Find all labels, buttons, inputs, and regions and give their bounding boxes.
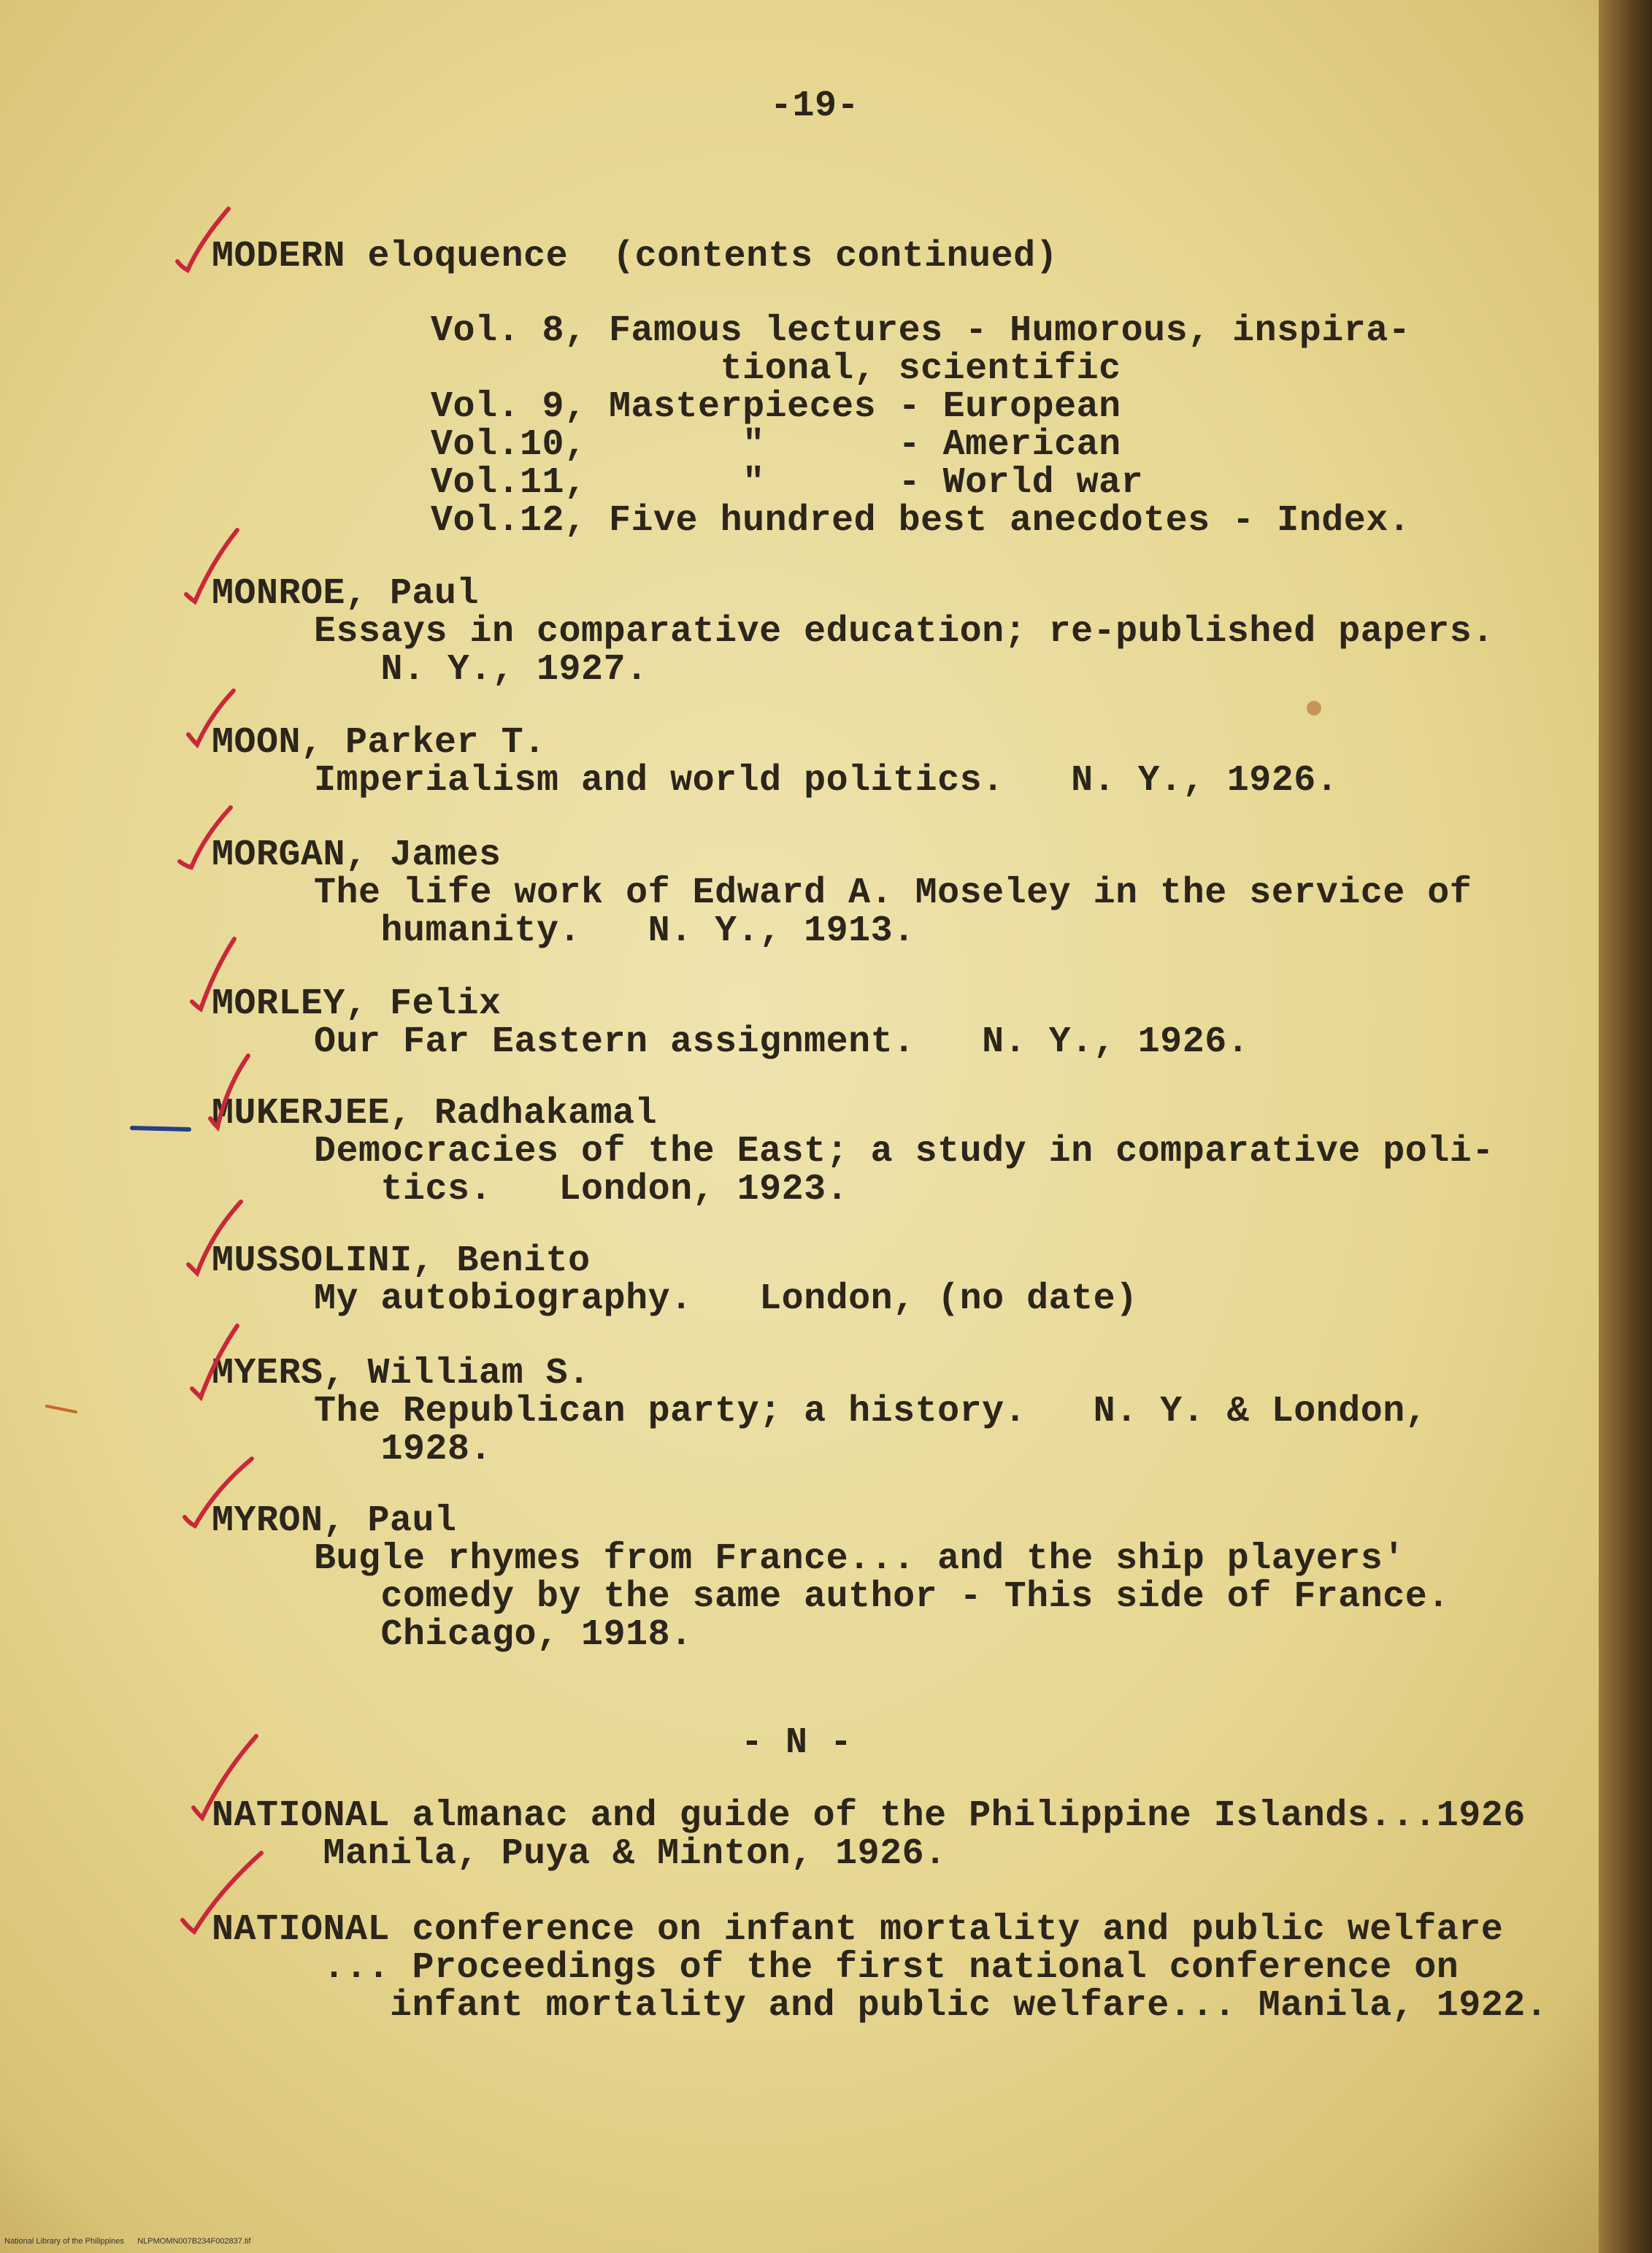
red-check-mark bbox=[172, 204, 237, 277]
blue-dash-mark bbox=[128, 1121, 193, 1135]
vol-line: tional, scientific bbox=[431, 348, 1121, 390]
red-check-mark bbox=[174, 803, 239, 876]
entry-line: Our Far Eastern assignment. N. Y., 1926. bbox=[314, 1021, 1250, 1063]
entry-line: humanity. N. Y., 1913. bbox=[314, 910, 915, 952]
entry-heading: MYRON, Paul bbox=[212, 1500, 457, 1542]
vol-line: Vol.11, " - World war bbox=[431, 462, 1144, 504]
red-check-mark bbox=[204, 1051, 256, 1132]
red-check-mark bbox=[186, 1321, 245, 1402]
orange-dash-mark bbox=[44, 1402, 80, 1416]
entry-heading: MORGAN, James bbox=[212, 834, 502, 876]
entry-line: Manila, Puya & Minton, 1926. bbox=[212, 1833, 947, 1875]
entry-line: NATIONAL almanac and guide of the Philippine Islands...1926 bbox=[212, 1795, 1526, 1837]
entry-line: My autobiography. London, (no date) bbox=[314, 1278, 1138, 1320]
paper-stain bbox=[1299, 694, 1329, 723]
red-check-mark bbox=[183, 1197, 248, 1278]
entry-line: infant mortality and public welfare... Manila, 1922. bbox=[212, 1985, 1548, 2027]
section-heading-n: - N - bbox=[741, 1722, 853, 1764]
entry-line: Essays in comparative education; re-published papers. bbox=[314, 611, 1494, 653]
vol-line: Vol. 8, Famous lectures - Humorous, inspira- bbox=[431, 310, 1411, 352]
entry-line: The life work of Edward A. Moseley in the service of bbox=[314, 872, 1472, 914]
archive-footer: National Library of the Philippines NLPMOMN007B234F002837.tif bbox=[4, 2237, 251, 2246]
entry-line: tics. London, 1923. bbox=[314, 1169, 849, 1210]
entry-heading: MORLEY, Felix bbox=[212, 983, 502, 1025]
entry-line: 1928. bbox=[314, 1429, 493, 1470]
red-check-mark bbox=[186, 934, 245, 1015]
vol-line: Vol.10, " - American bbox=[431, 424, 1121, 466]
entry-line: The Republican party; a history. N. Y. & London, bbox=[314, 1391, 1428, 1432]
red-check-mark bbox=[179, 1453, 259, 1533]
entry-line: NATIONAL conference on infant mortality and public welfare bbox=[212, 1909, 1504, 1951]
entry-heading: MYERS, William S. bbox=[212, 1353, 591, 1394]
entry-line: Chicago, 1918. bbox=[314, 1614, 693, 1656]
entry-line: Bugle rhymes from France... and the ship players' bbox=[314, 1538, 1405, 1580]
entry-heading: MOON, Parker T. bbox=[212, 722, 546, 764]
entry-heading: MUSSOLINI, Benito bbox=[212, 1240, 591, 1282]
red-check-mark bbox=[186, 1730, 266, 1825]
red-check-mark bbox=[179, 526, 245, 606]
entry-line: Imperialism and world politics. N. Y., 1926. bbox=[314, 760, 1339, 802]
book-binding-edge bbox=[1599, 0, 1652, 2253]
red-check-mark bbox=[183, 686, 241, 752]
entry-modern-eloquence: MODERN eloquence (contents continued) bbox=[212, 236, 1059, 277]
entry-heading: MONROE, Paul bbox=[212, 573, 480, 615]
entry-line: Democracies of the East; a study in comparative poli- bbox=[314, 1131, 1494, 1172]
entry-heading: MUKERJEE, Radhakamal bbox=[212, 1093, 658, 1135]
page-number: -19- bbox=[770, 85, 860, 127]
entry-line: ... Proceedings of the first national conference on bbox=[212, 1947, 1459, 1989]
red-check-mark bbox=[175, 1847, 270, 1942]
entry-line: N. Y., 1927. bbox=[314, 649, 648, 691]
vol-line: Vol.12, Five hundred best anecdotes - Index. bbox=[431, 500, 1411, 542]
vol-line: Vol. 9, Masterpieces - European bbox=[431, 386, 1121, 428]
entry-line: comedy by the same author - This side of France. bbox=[314, 1576, 1450, 1618]
